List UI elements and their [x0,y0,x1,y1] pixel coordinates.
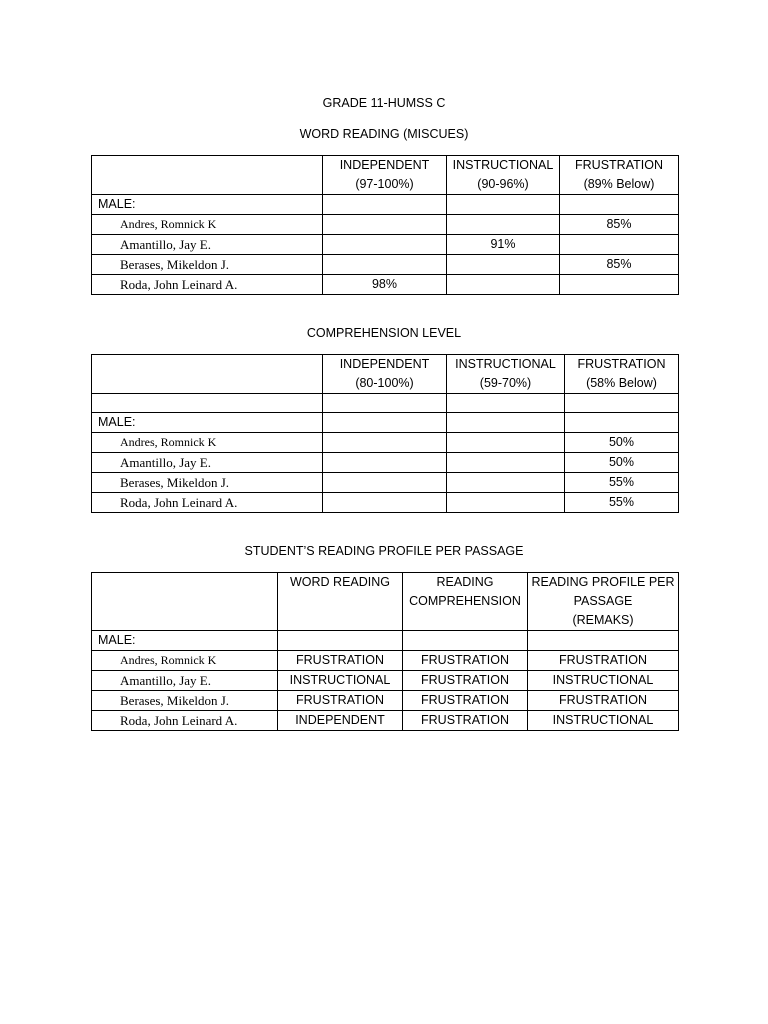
table-cell: FRUSTRATION [403,651,528,671]
comprehension-level-title: COMPREHENSION LEVEL [306,326,462,340]
grade-heading: GRADE 11-HUMSS C [322,96,446,110]
table-row [92,394,679,413]
table-cell: 55% [565,493,679,513]
table-cell [560,195,679,215]
table-cell: 50% [565,433,679,453]
header-blank-cell [92,156,323,195]
header-blank-cell [92,573,278,631]
student-name: Berases, Mikeldon J. [92,691,278,711]
table-cell [447,493,565,513]
table-cell [92,394,323,413]
table-cell [560,275,679,295]
table-cell [323,215,447,235]
group-label: MALE: [92,413,323,433]
table-row [92,711,679,731]
table-cell: FRUSTRATION [278,691,403,711]
table-cell [447,394,565,413]
group-label: MALE: [92,195,323,215]
student-name: Roda, John Leinard A. [92,711,278,731]
header-blank-cell [92,355,323,394]
table-cell: 98% [323,275,447,295]
table-cell: INSTRUCTIONAL [528,671,679,691]
header-instructional: INSTRUCTIONAL (59-70%) [447,355,565,394]
student-name: Andres, Romnick K [92,215,323,235]
header-reading-profile: READING PROFILE PER PASSAGE (REMAKS) [528,573,679,631]
table-cell [323,413,447,433]
table-cell [323,235,447,255]
table-row [92,413,679,433]
table-cell [447,473,565,493]
header-word-reading: WORD READING [278,573,403,631]
table-cell: INSTRUCTIONAL [528,711,679,731]
header-instructional: INSTRUCTIONAL (90-96%) [447,156,560,195]
header-reading-comprehension: READING COMPREHENSION [403,573,528,631]
table-cell: FRUSTRATION [403,711,528,731]
table-row [92,631,679,651]
student-name: Andres, Romnick K [92,433,323,453]
table-cell: 91% [447,235,560,255]
table-cell [447,433,565,453]
table-cell [323,394,447,413]
table-cell: INSTRUCTIONAL [278,671,403,691]
header-independent: INDEPENDENT (97-100%) [323,156,447,195]
table-cell [447,413,565,433]
table-row [92,195,679,215]
student-name: Berases, Mikeldon J. [92,473,323,493]
table-cell [278,631,403,651]
table-row [92,453,679,473]
table-cell: FRUSTRATION [278,651,403,671]
table-cell [323,255,447,275]
table-row [92,671,679,691]
word-reading-table [91,155,679,295]
table-row [92,493,679,513]
table-row [92,235,679,255]
header-independent: INDEPENDENT (80-100%) [323,355,447,394]
reading-profile-table [91,572,679,731]
header-frustration: FRUSTRATION (58% Below) [565,355,679,394]
table-cell: 85% [560,255,679,275]
student-name: Berases, Mikeldon J. [92,255,323,275]
student-name: Amantillo, Jay E. [92,671,278,691]
word-reading-title: WORD READING (MISCUES) [299,127,469,141]
table-row [92,255,679,275]
table-cell [447,275,560,295]
table-cell [323,473,447,493]
table-cell [403,631,528,651]
student-name: Andres, Romnick K [92,651,278,671]
table-row [92,215,679,235]
table-cell [447,255,560,275]
table-row [92,275,679,295]
table-cell [565,413,679,433]
table-cell [323,195,447,215]
table-cell: FRUSTRATION [528,691,679,711]
table-row [92,433,679,453]
table-cell: 85% [560,215,679,235]
table-cell: 50% [565,453,679,473]
table-cell [565,394,679,413]
student-name: Amantillo, Jay E. [92,235,323,255]
comprehension-level-table [91,354,679,513]
reading-profile-title: STUDENT’S READING PROFILE PER PASSAGE [244,544,524,558]
table-row [92,651,679,671]
table-cell [447,195,560,215]
table-cell: FRUSTRATION [528,651,679,671]
table-row [92,691,679,711]
header-frustration: FRUSTRATION (89% Below) [560,156,679,195]
table-cell [323,453,447,473]
student-name: Amantillo, Jay E. [92,453,323,473]
table-cell: 55% [565,473,679,493]
table-header-row [92,355,679,394]
student-name: Roda, John Leinard A. [92,275,323,295]
table-cell: FRUSTRATION [403,691,528,711]
group-label: MALE: [92,631,278,651]
table-cell [447,453,565,473]
student-name: Roda, John Leinard A. [92,493,323,513]
table-cell [560,235,679,255]
table-cell: FRUSTRATION [403,671,528,691]
table-cell [447,215,560,235]
table-cell: INDEPENDENT [278,711,403,731]
table-cell [528,631,679,651]
table-header-row [92,573,679,631]
table-row [92,473,679,493]
table-cell [323,433,447,453]
table-cell [323,493,447,513]
table-header-row [92,156,679,195]
